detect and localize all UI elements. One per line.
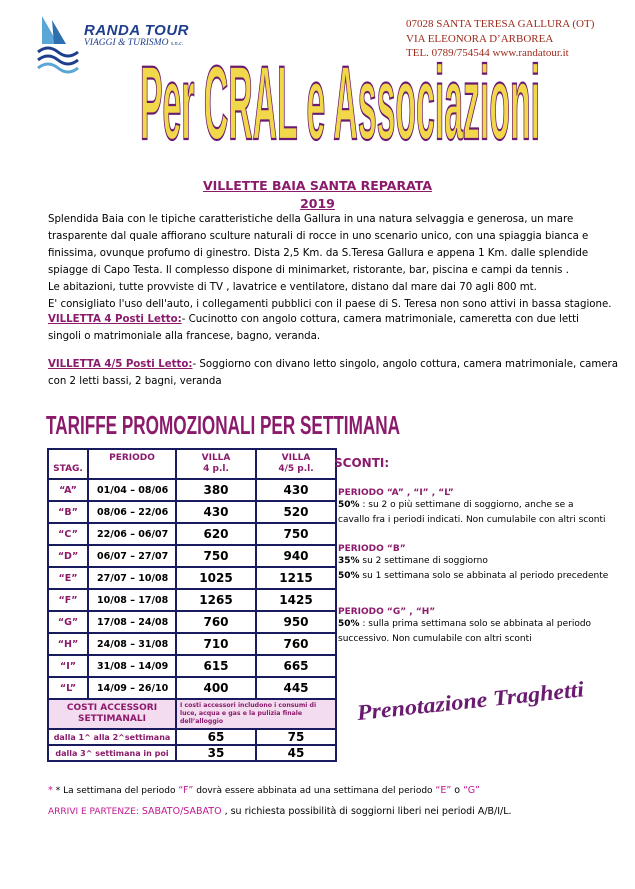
table-row — [48, 567, 336, 589]
address-line: 07028 SANTA TERESA GALLURA (OT) — [406, 18, 595, 30]
price-cell: 760 — [256, 633, 336, 655]
table-row — [48, 501, 336, 523]
table-row — [48, 655, 336, 677]
extra-label: dalla 3^ settimana in poi — [48, 745, 176, 761]
stag-cell: “H” — [48, 633, 88, 655]
stag-cell: “B” — [48, 501, 88, 523]
stag-cell: “F” — [48, 589, 88, 611]
periodo-cell: 06/07 – 27/07 — [88, 545, 176, 567]
periodo-cell: 10/08 – 17/08 — [88, 589, 176, 611]
svg-text:TARIFFE PROMOZIONALI PER SETTI: TARIFFE PROMOZIONALI PER SETTIMANA — [46, 410, 401, 440]
periodo-cell: 22/06 – 06/07 — [88, 523, 176, 545]
periodo-cell: 14/09 – 26/10 — [88, 677, 176, 699]
stag-cell: “G” — [48, 611, 88, 633]
periodo-cell: 08/06 – 22/06 — [88, 501, 176, 523]
col-villa45: VILLA 4/5 p.l. — [256, 449, 336, 479]
price-cell: 760 — [176, 611, 256, 633]
table-row — [48, 479, 336, 501]
price-cell: 940 — [256, 545, 336, 567]
logo-icon — [36, 14, 80, 76]
stag-cell: “C” — [48, 523, 88, 545]
price-cell: 750 — [176, 545, 256, 567]
price-cell: 75 — [256, 729, 336, 745]
price-cell: 45 — [256, 745, 336, 761]
col-periodo: PERIODO — [88, 449, 176, 479]
year-label: 2019 — [300, 196, 335, 211]
col-villa4: VILLA 4 p.l. — [176, 449, 256, 479]
stag-cell: “L” — [48, 677, 88, 699]
footer-arrivi: ARRIVI E PARTENZE: SABATO/SABATO , su richiesta possibilità di soggiorni liberi nei periodi A/B/I/L. — [48, 806, 512, 817]
address-line: VIA ELEONORA D’ARBOREA — [406, 33, 554, 45]
table-row — [48, 611, 336, 633]
price-cell: 430 — [176, 501, 256, 523]
brand-name: RANDA TOUR — [84, 22, 189, 39]
page-title: VILLETTE BAIA SANTA REPARATA — [202, 178, 433, 193]
stag-cell: “A” — [48, 479, 88, 501]
villetta-4-description: VILLETTA 4 Posti Letto:- Cucinotto con angolo cottura, camera matrimoniale, cameretta con due letti singoli o matrimoniale alla francese, bagno, veranda. — [48, 314, 579, 342]
price-cell: 620 — [176, 523, 256, 545]
price-cell: 1025 — [176, 567, 256, 589]
stag-cell: “E” — [48, 567, 88, 589]
table-row — [48, 545, 336, 567]
price-cell: 380 — [176, 479, 256, 501]
table-row — [48, 729, 336, 745]
price-table — [47, 448, 337, 762]
price-cell: 1265 — [176, 589, 256, 611]
extra-label: dalla 1^ alla 2^settimana — [48, 729, 176, 745]
table-row — [48, 745, 336, 761]
periodo-cell: 01/04 – 08/06 — [88, 479, 176, 501]
price-cell: 1425 — [256, 589, 336, 611]
col-stag: STAG. — [48, 449, 88, 479]
price-cell: 445 — [256, 677, 336, 699]
price-cell: 750 — [256, 523, 336, 545]
svg-text:Per CRAL e Associazioni: Per CRAL e Associazioni — [140, 43, 540, 162]
price-cell: 615 — [176, 655, 256, 677]
periodo-cell: 31/08 – 14/09 — [88, 655, 176, 677]
sconto-periodo-g-h: PERIODO “G” , “H” 50% : sulla prima settimana solo se abbinata al periodo successivo. Non cumulabile con altri sconti — [338, 607, 592, 644]
price-cell: 520 — [256, 501, 336, 523]
sconto-periodo-b: PERIODO “B” 35% su 2 settimane di soggiorno 50% su 1 settimana solo se abbinata al periodo precedente — [338, 544, 609, 581]
periodo-cell: 17/08 – 24/08 — [88, 611, 176, 633]
periodo-cell: 24/08 – 31/08 — [88, 633, 176, 655]
price-cell: 665 — [256, 655, 336, 677]
headline — [130, 43, 550, 170]
villetta-45-description: VILLETTA 4/5 Posti Letto:- Soggiorno con divano letto singolo, angolo cottura, camera matrimoniale, camera con 2 letti bassi, 2 bagni, veranda — [48, 359, 618, 387]
tariffe-headline — [44, 398, 404, 444]
svg-text:Prenotazione Traghetti: Prenotazione Traghetti — [355, 678, 566, 726]
price-cell: 710 — [176, 633, 256, 655]
address-line: TEL. 0789/754544 www.randatour.it — [406, 47, 569, 59]
sconti-title: SCONTI: — [334, 456, 390, 470]
footer-note: * * La settimana del periodo “F” dovrà essere abbinata ad una settimana del periodo “E” o “G” — [48, 785, 480, 796]
price-cell: 400 — [176, 677, 256, 699]
costi-accessori-label: COSTI ACCESSORI SETTIMANALI — [48, 699, 176, 729]
costi-note: I costi accessori includono i consumi di luce, acqua e gas e la pulizia finale dell’alloggio — [176, 699, 336, 729]
periodo-cell: 27/07 – 10/08 — [88, 567, 176, 589]
sconto-periodo-a-i-l: PERIODO “A” , “I” , “L” 50% : su 2 o più settimane di soggiorno, anche se a cavallo fra i periodi indicati. Non cumulabile con altri sconti — [338, 488, 606, 525]
price-cell: 35 — [176, 745, 256, 761]
price-cell: 1215 — [256, 567, 336, 589]
table-row — [48, 523, 336, 545]
table-row — [48, 633, 336, 655]
price-cell: 65 — [176, 729, 256, 745]
stag-cell: “D” — [48, 545, 88, 567]
price-cell: 430 — [256, 479, 336, 501]
table-row — [48, 677, 336, 699]
price-cell: 950 — [256, 611, 336, 633]
description: Splendida Baia con le tipiche caratteristiche della Gallura in una natura selvaggia e generosa, un mare trasparente dal quale affiorano sculture naturali di rocce in uno scenario unico, con una spiaggia bianca e finissima, ovunque profumo di ginestro. Dista 2,5 Km. da S.Teresa Gallura e appena 1 Km. dalle splendide spiagge di Capo Testa. Il complesso dispone di minimarket, ristorante, bar, piscina e campi da tennis . Le abitazioni, tutte provviste di TV , lavatrice e ventilatore, distano dal mare dai 70 agli 800 mt. E' consigliato l'uso dell'auto, i collegamenti pubblici con il paese di S. Teresa non sono attivi in bassa stagione. — [48, 214, 612, 310]
prenotazione-traghetti — [352, 676, 592, 726]
table-row — [48, 589, 336, 611]
stag-cell: “I” — [48, 655, 88, 677]
brand-sub: VIAGGI & TURISMO s.n.c. — [84, 38, 184, 48]
